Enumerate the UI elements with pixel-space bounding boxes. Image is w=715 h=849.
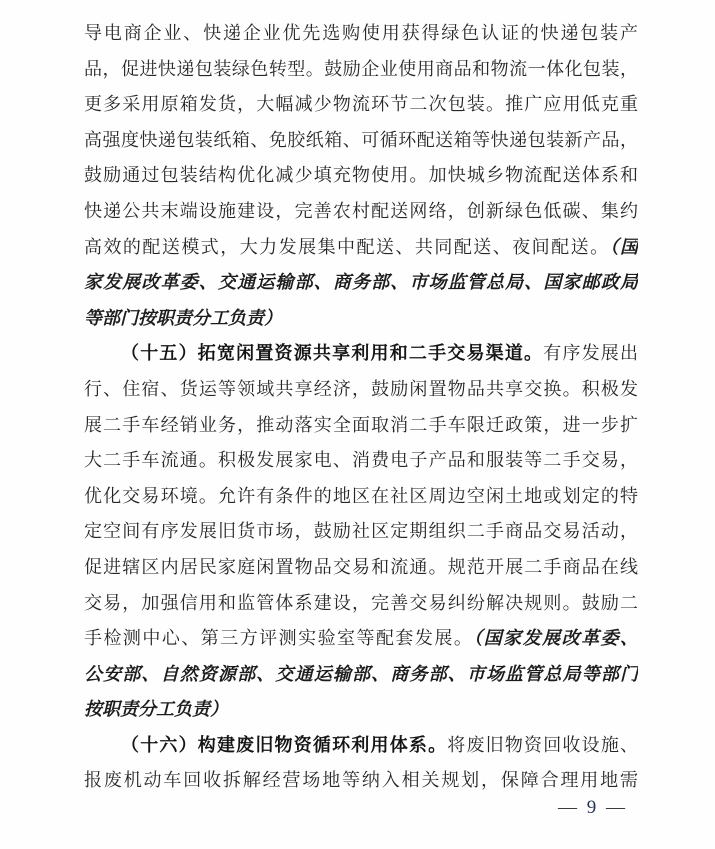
text-segment-heading: （十六）构建废旧物资循环利用体系。 — [121, 734, 448, 755]
text-line — [84, 123, 638, 159]
text-line — [84, 301, 638, 337]
page-number — [553, 797, 630, 819]
text-line — [84, 16, 638, 52]
text-segment-body: 高强度快递包装纸箱、免胶纸箱、可循环配送箱等快递包装新产品， — [84, 129, 638, 150]
text-segment-attribution: 按职责分工负责） — [84, 699, 228, 720]
text-line — [84, 158, 638, 194]
text-segment-body: 手检测中心、第三方评测实验室等配套发展。 — [84, 628, 474, 649]
text-line — [84, 230, 638, 266]
text-segment-body: 促进辖区内居民家庭闲置物品交易和流通。规范开展二手商品在线 — [84, 556, 638, 577]
text-line — [84, 692, 638, 728]
text-line — [84, 621, 638, 657]
text-segment-attribution: 等部门按职责分工负责） — [84, 307, 282, 328]
text-block — [84, 16, 638, 799]
text-segment-body: 鼓励通过包装结构优化减少填充物使用。加快城乡物流配送体系和 — [84, 165, 638, 186]
text-segment-heading: （十五）拓宽闲置资源共享利用和二手交易渠道。 — [121, 343, 544, 364]
text-line — [84, 265, 638, 301]
text-line — [84, 479, 638, 515]
text-segment-body: 快递公共末端设施建设，完善农村配送网络，创新绿色低碳、集约 — [84, 200, 638, 221]
text-segment-body: 报废机动车回收拆解经营场地等纳入相关规划，保障合理用地需 — [84, 770, 638, 791]
text-line — [84, 372, 638, 408]
text-line — [84, 336, 638, 372]
text-segment-attribution: （国家发展改革委、 — [473, 628, 638, 649]
text-segment-attribution: （国 — [609, 236, 638, 257]
text-line — [84, 586, 638, 622]
text-segment-body: 定空间有序发展旧货市场，鼓励社区定期组织二手商品交易活动， — [84, 521, 638, 542]
text-line — [84, 550, 638, 586]
text-segment-body: 高效的配送模式，大力发展集中配送、共同配送、夜间配送。 — [84, 236, 610, 257]
text-segment-body: 展二手车经销业务，推动落实全面取消二手车限迁政策，进一步扩 — [84, 414, 638, 435]
text-segment-body: 有序发展出 — [543, 343, 638, 364]
text-segment-body: 更多采用原箱发货，大幅减少物流环节二次包装。推广应用低克重 — [84, 94, 638, 115]
text-line — [84, 408, 638, 444]
text-segment-body: 行、住宿、货运等领域共享经济，鼓励闲置物品共享交换。积极发 — [84, 378, 638, 399]
text-line — [84, 443, 638, 479]
text-line — [84, 194, 638, 230]
text-line — [84, 763, 638, 799]
page-number-right-dash: — — [606, 797, 625, 818]
text-segment-body: 将废旧物资回收设施、 — [447, 734, 638, 755]
text-segment-body: 品，促进快递包装绿色转型。鼓励企业使用商品和物流一体化包装， — [84, 58, 638, 79]
text-line — [84, 514, 638, 550]
text-segment-attribution: 家发展改革委、交通运输部、商务部、市场监管总局、国家邮政局 — [84, 272, 638, 293]
page-number-value: 9 — [586, 797, 597, 818]
page-number-left-dash: — — [558, 797, 577, 818]
text-segment-attribution: 公安部、自然资源部、交通运输部、商务部、市场监管总局等部门 — [84, 663, 638, 684]
text-line — [84, 728, 638, 764]
text-segment-body: 优化交易环境。允许有条件的地区在社区周边空闲土地或划定的特 — [84, 485, 638, 506]
text-line — [84, 657, 638, 693]
text-segment-body: 导电商企业、快递企业优先选购使用获得绿色认证的快递包装产 — [84, 23, 638, 43]
text-segment-body: 交易，加强信用和监管体系建设，完善交易纠纷解决规则。鼓励二 — [84, 592, 638, 613]
text-segment-body: 大二手车流通。积极发展家电、消费电子产品和服装等二手交易， — [84, 450, 638, 471]
text-line — [84, 87, 638, 123]
text-line — [84, 52, 638, 88]
